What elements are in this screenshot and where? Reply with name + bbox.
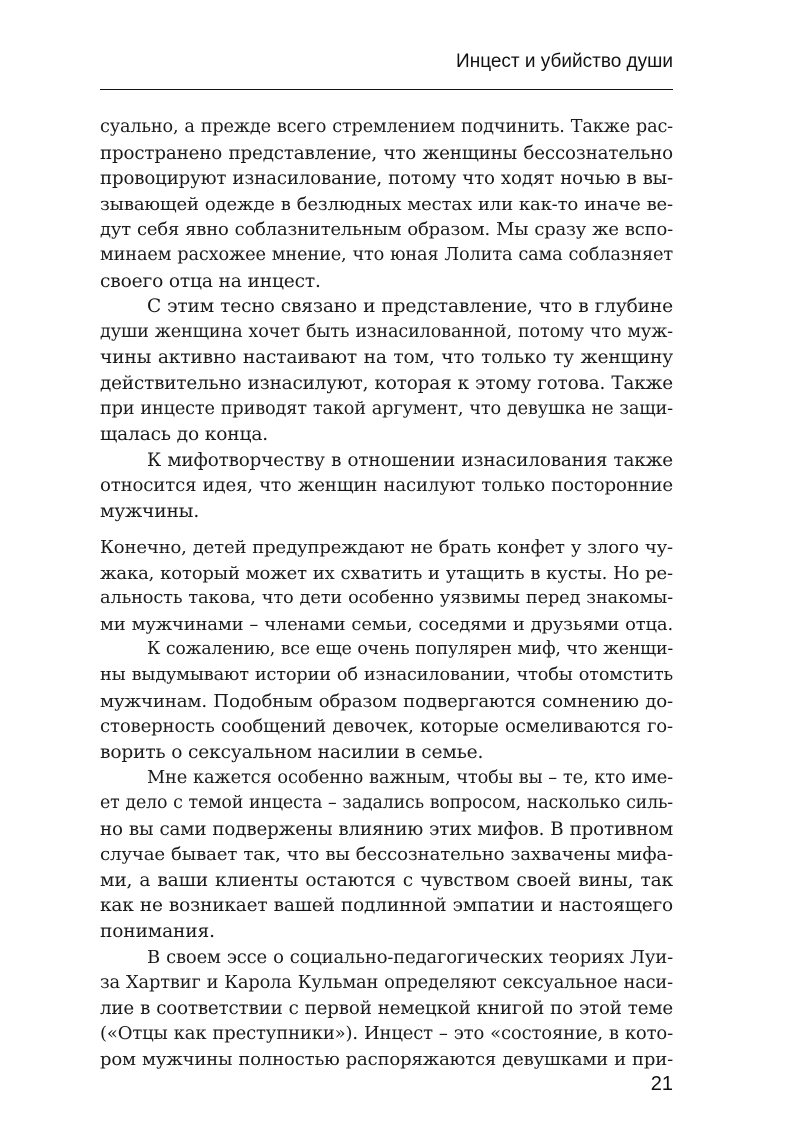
text-line: К мифотворчеству в отношении изнасилования также (147, 449, 673, 471)
text-line: зывающей одежде в безлюдных местах или как-то иначе ве- (100, 193, 673, 215)
text-line: К сожалению, все еще очень популярен миф, что женщи- (147, 639, 673, 660)
page-number: 21 (650, 1073, 673, 1095)
text-line: души женщина хочет быть изнасилованной, потому что муж- (100, 321, 673, 342)
running-header: Инцест и убийство души (456, 51, 673, 72)
text-line: суально, а прежде всего стремлением подчинить. Также рас- (100, 117, 673, 137)
text-line: Мне кажется особенно важным, чтобы вы – те, кто име- (147, 767, 673, 789)
text-line: случае бывает так, что вы бессознательно захвачены мифа- (100, 844, 673, 866)
text-line: понимания. (100, 920, 215, 942)
text-line: пространено представление, что женщины бессознательно (100, 142, 673, 164)
text-line: ет дело с темой инцеста – задались вопросом, насколько силь- (100, 792, 673, 813)
text-line: лие в соответствии с первой немецкой книгой по этой теме (100, 997, 673, 1019)
text-line: («Отцы как преступники»). Инцест – это «состояние, в кото- (100, 1023, 673, 1045)
text-line: альность такова, что дети особенно уязвимы перед знакомы- (100, 588, 673, 609)
text-line: мужчинам. Подобным образом подвергаются сомнению до- (100, 690, 673, 712)
text-line: ворить о сексуальном насилии в семье. (100, 741, 484, 763)
text-line: Конечно, детей предупреждают не брать конфет у злого чу- (100, 537, 673, 558)
text-line: за Хартвиг и Карола Кульман определяют сексуальное наси- (100, 972, 673, 994)
text-block-2 (100, 535, 673, 1072)
text-line: В своем эссе о социально-педагогических теориях Луи- (147, 946, 673, 968)
text-line: как не возникает вашей подлинной эмпатии и настоящего (100, 895, 673, 917)
text-line: щалась до конца. (100, 424, 269, 446)
text-line: ны выдумывают истории об изнасиловании, чтобы отомстить (100, 664, 673, 685)
text-block-1 (100, 115, 673, 525)
text-line: стоверность сообщений девочек, которые осмеливаются го- (100, 716, 673, 738)
text-line: минаем расхожее мнение, что юная Лолита сама соблазняет (100, 244, 673, 265)
text-line: С этим тесно связано и представление, что в глубине (147, 296, 673, 318)
text-line: чины активно настаивают на том, что только ту женщину (100, 347, 673, 369)
text-line: своего отца на инцест. (100, 270, 321, 292)
text-line: действительно изнасилуют, которая к этому готова. Также (100, 372, 673, 394)
text-line: ми мужчинами – членами семьи, соседями и друзьями отца. (100, 613, 673, 635)
text-line: мужчины. (100, 500, 200, 522)
text-line: но вы сами подвержены влиянию этих мифов. В противном (100, 818, 673, 840)
text-line: провоцируют изнасилование, потому что ходят ночью в вы- (100, 168, 673, 190)
header-divider (100, 89, 673, 90)
text-line: ми, а ваши клиенты остаются с чувством своей вины, так (100, 869, 673, 891)
text-line: ром мужчины полностью распоряжаются девушками и при- (100, 1048, 673, 1070)
text-line: при инцесте приводят такой аргумент, что девушка не защи- (100, 398, 673, 419)
text-line: жака, который может их схватить и утащить в кусты. Но ре- (100, 562, 673, 584)
text-line: дут себя явно соблазнительным образом. Мы сразу же вспо- (100, 219, 673, 241)
text-line: относится идея, что женщин насилуют только посторонние (100, 475, 673, 497)
